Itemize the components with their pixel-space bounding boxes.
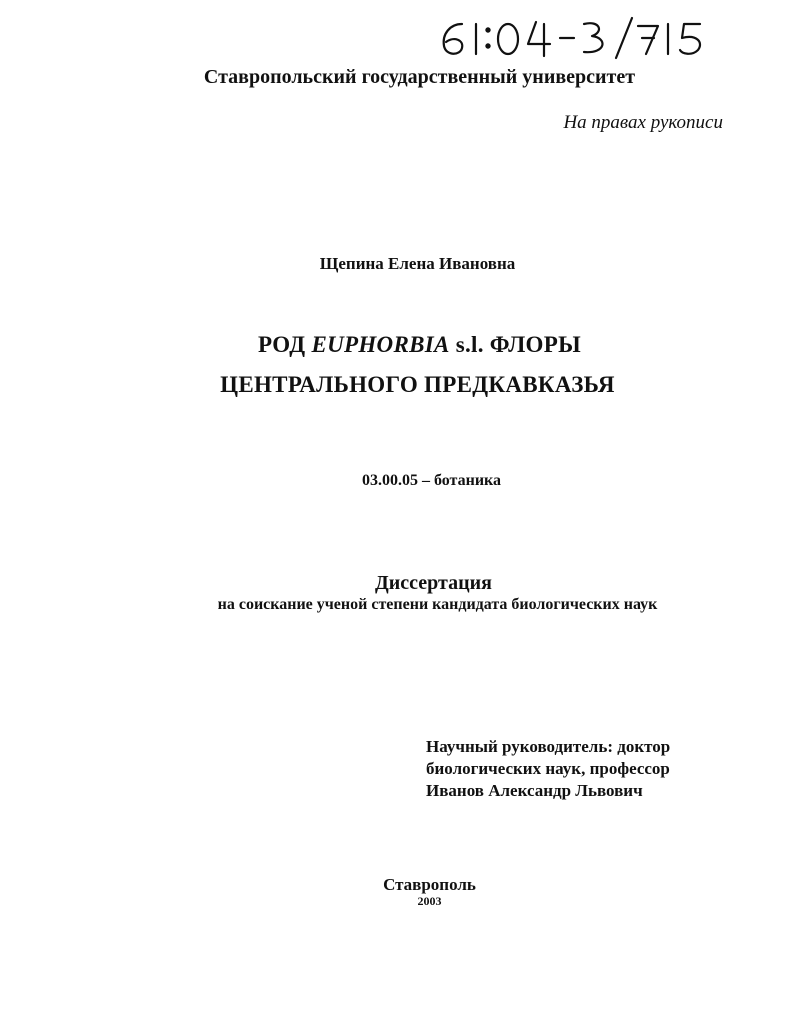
year: 2003 — [417, 894, 442, 908]
thesis-title-line-2: ЦЕНТРАЛЬНОГО ПРЕДКАВКАЗЬЯ — [220, 372, 615, 397]
city: Ставрополь — [383, 875, 476, 894]
supervisor-line-2: биологических наук, профессор — [426, 759, 670, 778]
title-prefix: РОД — [258, 332, 306, 357]
handwritten-catalog-number — [432, 10, 732, 60]
supervisor-line-1: Научный руководитель: доктор — [426, 737, 671, 756]
degree-statement: на соискание ученой степени кандидата биологических наук — [217, 596, 658, 613]
author-name: Щепина Елена Ивановна — [319, 254, 516, 273]
supervisor-line-3: Иванов Александр Львович — [426, 781, 643, 800]
university-name: Ставропольский государственный университет — [203, 66, 636, 88]
supervisor-block — [426, 736, 670, 802]
thesis-title-line-1 — [20, 332, 799, 358]
title-suffix: s.l. ФЛОРЫ — [455, 332, 581, 357]
document-type: Диссертация — [375, 572, 492, 594]
title-genus: EUPHORBIA — [311, 332, 450, 357]
rights-note: На правах рукописи — [563, 112, 723, 133]
specialty-code: 03.00.05 – ботаника — [361, 472, 502, 489]
